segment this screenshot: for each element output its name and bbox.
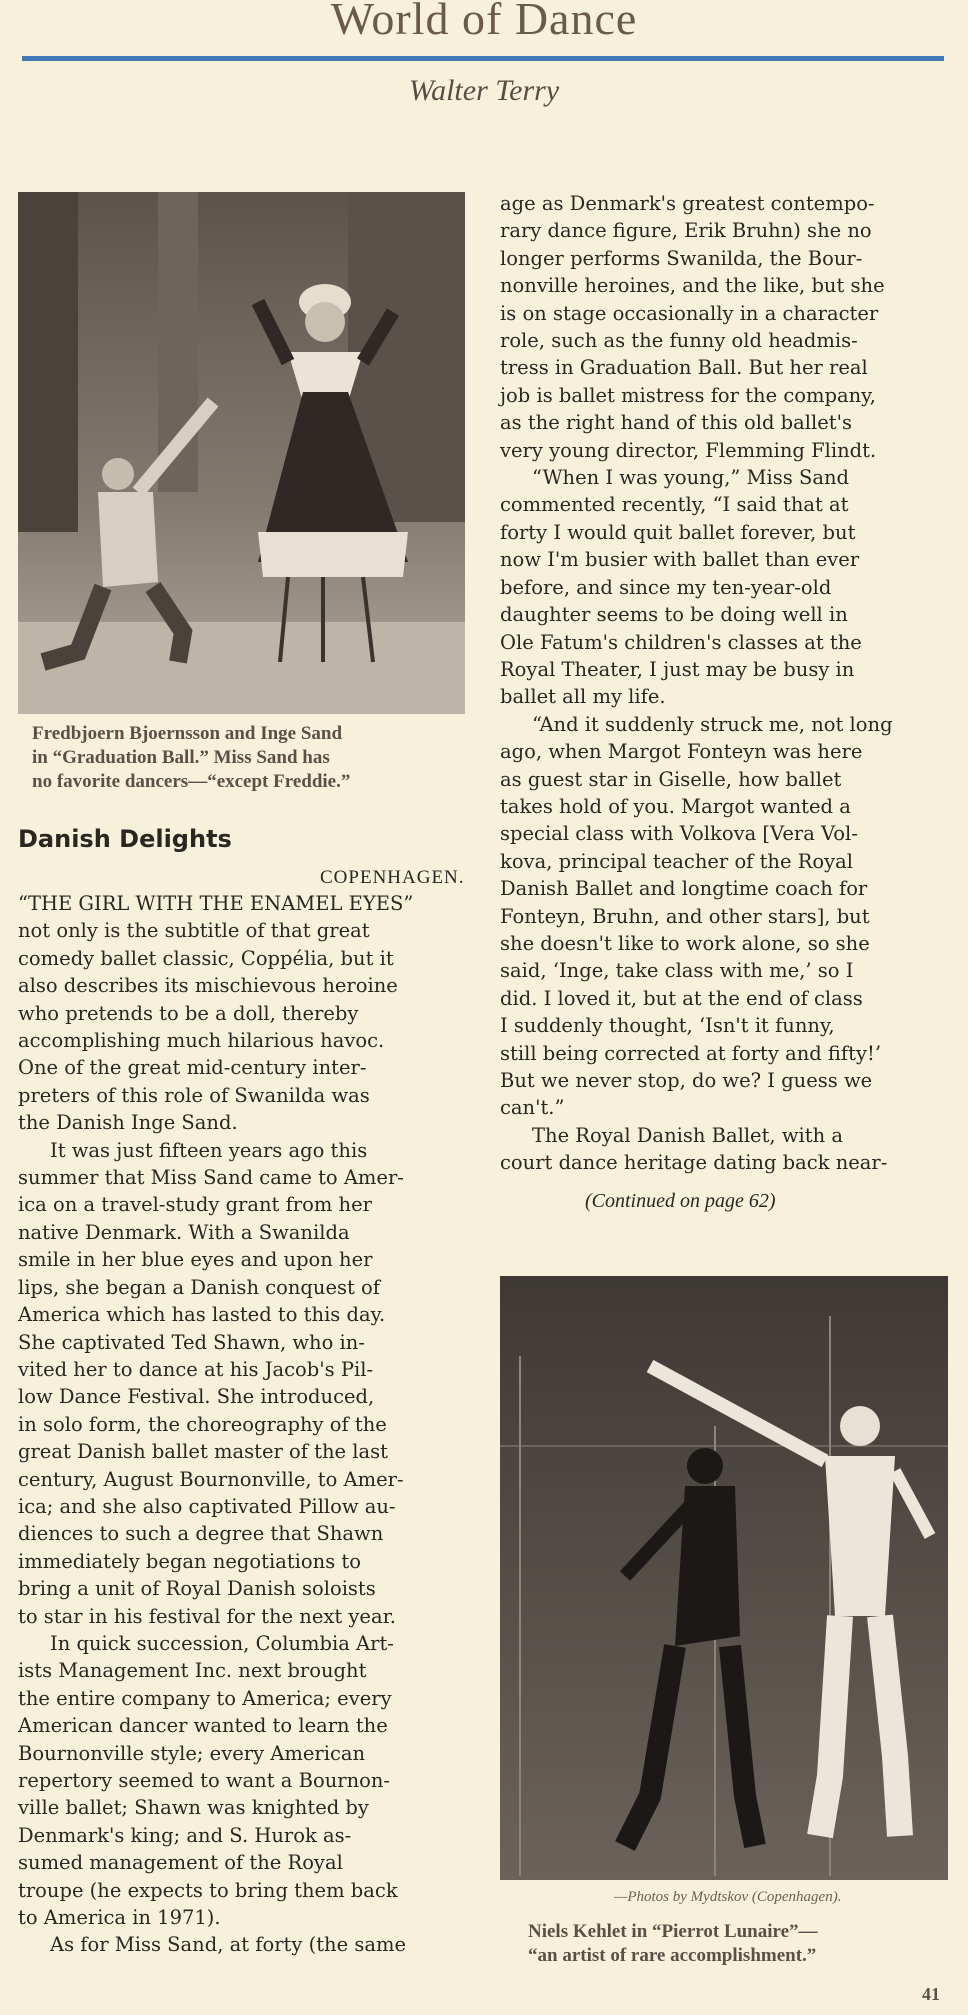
text-line: Fonteyn, Bruhn, and other stars], but <box>500 904 870 928</box>
text-line: One of the great mid-century inter- <box>18 1056 367 1080</box>
text-line: nonville heroines, and the like, but she <box>500 274 885 298</box>
left-column-text <box>18 890 470 1959</box>
text-line: ballet all my life. <box>500 685 666 709</box>
text-line: Royal Theater, I just may be busy in <box>500 657 855 681</box>
masthead-title: World of Dance <box>330 0 638 44</box>
text-line: in solo form, the choreography of the <box>18 1412 387 1436</box>
text-line: takes hold of you. Margot wanted a <box>500 794 851 818</box>
text-line: forty I would quit ballet forever, but <box>500 520 856 544</box>
dateline: COPENHAGEN. <box>320 867 465 888</box>
text-line: special class with Volkova [Vera Vol- <box>500 822 858 846</box>
right-column-text <box>500 190 948 1177</box>
text-line: vited her to dance at his Jacob's Pil- <box>18 1357 374 1381</box>
text-line: Bournonville style; every American <box>18 1741 366 1765</box>
text-line: She captivated Ted Shawn, who in- <box>18 1330 365 1354</box>
text-line: court dance heritage dating back near- <box>500 1151 888 1175</box>
text-line: to America in 1971). <box>18 1906 221 1930</box>
text-line: is on stage occasionally in a character <box>500 301 879 325</box>
text-line: not only is the subtitle of that great <box>18 919 370 943</box>
text-line: as guest star in Giselle, how ballet <box>500 767 842 791</box>
text-line: Danish Ballet and longtime coach for <box>500 877 868 901</box>
photo2-caption <box>528 1920 948 1968</box>
text-line: repertory seemed to want a Bournon- <box>18 1769 391 1792</box>
text-line: “And it suddenly struck me, not long <box>532 712 893 736</box>
text-line: role, such as the funny old headmis- <box>500 329 858 353</box>
text-line: age as Denmark's greatest contempo- <box>500 192 875 215</box>
text-line: ville ballet; Shawn was knighted by <box>18 1796 369 1820</box>
text-line: the entire company to America; every <box>18 1686 392 1710</box>
text-line: can't.” <box>500 1096 565 1120</box>
text-line: as the right hand of this old ballet's <box>500 411 852 435</box>
text-line: also describes its mischievous heroine <box>18 974 398 998</box>
text-line: tress in Graduation Ball. But her real <box>500 356 868 380</box>
text-line: job is ballet mistress for the company, <box>500 383 876 407</box>
text-line: ists Management Inc. next brought <box>18 1659 367 1683</box>
text-line: It was just fifteen years ago this <box>50 1138 368 1162</box>
byline: Walter Terry <box>408 74 560 107</box>
text-line: accomplishing much hilarious havoc. <box>18 1029 385 1053</box>
text-line: I suddenly thought, ‘Isn't it funny, <box>500 1014 835 1038</box>
text-line: ago, when Margot Fonteyn was here <box>500 740 863 764</box>
text-line: still being corrected at forty and fifty!’ <box>500 1041 882 1065</box>
article-heading: Danish Delights <box>18 825 232 853</box>
text-line: kova, principal teacher of the Royal <box>500 849 854 873</box>
photo1-caption-line: no favorite dancers—“except Freddie.” <box>32 771 351 792</box>
photo-credit: —Photos by Mydtskov (Copenhagen). <box>614 1889 842 1905</box>
continued-note: (Continued on page 62) <box>585 1190 776 1212</box>
text-line: said, ‘Inge, take class with me,’ so I <box>500 959 854 983</box>
text-line: very young director, Flemming Flindt. <box>500 438 877 462</box>
text-line: longer performs Swanilda, the Bour- <box>500 246 863 270</box>
text-line: comedy ballet classic, Coppélia, but it <box>18 946 394 970</box>
text-line: before, and since my ten-year-old <box>500 575 832 599</box>
text-line: she doesn't like to work alone, so she <box>500 931 870 955</box>
text-line: century, August Bournonville, to Amer- <box>18 1467 404 1491</box>
text-line: smile in her blue eyes and upon her <box>18 1248 373 1272</box>
text-line: Ole Fatum's children's classes at the <box>500 630 862 654</box>
text-line: troupe (he expects to bring them back <box>18 1878 398 1902</box>
text-line: As for Miss Sand, at forty (the same <box>50 1933 406 1957</box>
photo-pierrot-lunaire <box>500 1276 948 1880</box>
text-line: ica on a travel-study grant from her <box>18 1193 372 1217</box>
photo1-caption-line: Fredbjoern Bjoernsson and Inge Sand <box>32 723 343 744</box>
text-line: to star in his festival for the next year. <box>18 1604 396 1628</box>
text-line: who pretends to be a doll, thereby <box>18 1001 359 1025</box>
text-line: “When I was young,” Miss Sand <box>532 466 849 490</box>
text-line: But we never stop, do we? I guess we <box>500 1069 873 1092</box>
text-line: sumed management of the Royal <box>18 1851 343 1875</box>
photo2-caption-line: Niels Kehlet in “Pierrot Lunaire”— <box>528 1921 818 1942</box>
text-line: rary dance figure, Erik Bruhn) she no <box>500 219 872 243</box>
photo1-caption <box>32 722 462 794</box>
photo1-caption-line: in “Graduation Ball.” Miss Sand has <box>32 747 330 768</box>
photo-graduation-ball <box>18 192 465 714</box>
photo2-caption-line: “an artist of rare accomplishment.” <box>528 1945 817 1966</box>
text-line: Denmark's king; and S. Hurok as- <box>18 1823 352 1847</box>
text-line: native Denmark. With a Swanilda <box>18 1220 350 1244</box>
text-line: did. I loved it, but at the end of class <box>500 986 863 1010</box>
text-line: American dancer wanted to learn the <box>18 1714 388 1738</box>
text-line: commented recently, “I said that at <box>500 493 849 517</box>
text-line: diences to such a degree that Shawn <box>18 1522 384 1546</box>
text-line: immediately began negotiations to <box>18 1549 361 1573</box>
text-line: “THE GIRL WITH THE ENAMEL EYES” <box>18 892 414 915</box>
text-line: the Danish Inge Sand. <box>18 1111 238 1135</box>
text-line: bring a unit of Royal Danish soloists <box>18 1577 376 1601</box>
text-line: daughter seems to be doing well in <box>500 603 848 627</box>
text-line: America which has lasted to this day. <box>18 1303 386 1327</box>
text-line: summer that Miss Sand came to Amer- <box>18 1166 404 1190</box>
text-line: The Royal Danish Ballet, with a <box>532 1123 843 1147</box>
text-line: great Danish ballet master of the last <box>18 1440 388 1464</box>
text-line: lips, she began a Danish conquest of <box>18 1275 380 1299</box>
page-number: 41 <box>922 1984 940 2004</box>
masthead-rule <box>22 56 944 61</box>
text-line: now I'm busier with ballet than ever <box>500 548 860 572</box>
text-line: ica; and she also captivated Pillow au- <box>18 1494 396 1518</box>
text-line: preters of this role of Swanilda was <box>18 1083 370 1107</box>
text-line: low Dance Festival. She introduced, <box>18 1385 375 1409</box>
text-line: In quick succession, Columbia Art- <box>50 1631 394 1655</box>
